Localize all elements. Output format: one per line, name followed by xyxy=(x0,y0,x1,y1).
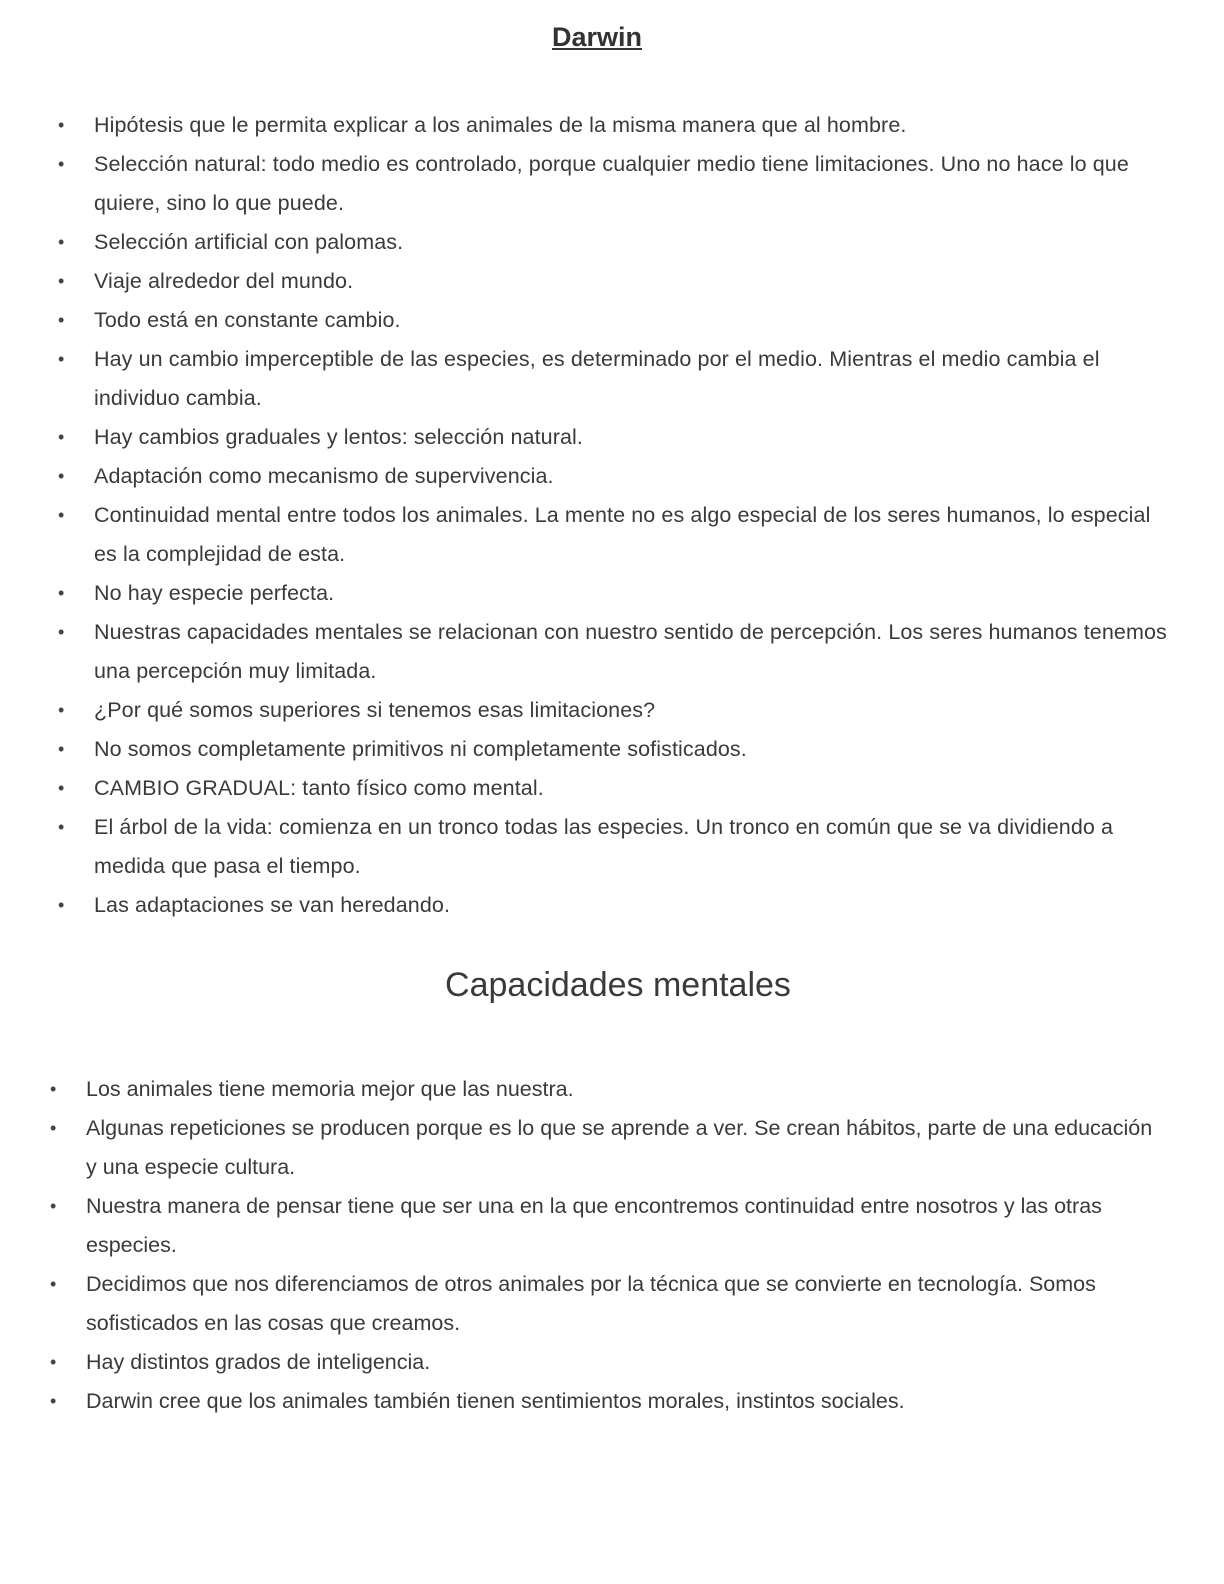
list-item-text: CAMBIO GRADUAL: tanto físico como mental. xyxy=(94,776,544,800)
section-title-capacidades-mentales: Capacidades mentales xyxy=(445,966,791,1004)
list-item-text: El árbol de la vida: comienza en un tronco todas las especies. Un tronco en común que se va dividiendo a medida que pasa el tiempo. xyxy=(94,815,1114,878)
bullet-icon: • xyxy=(58,349,65,369)
list-item xyxy=(58,457,1168,496)
bullet-icon: • xyxy=(50,1391,57,1411)
list-item-text: Hay cambios graduales y lentos: selección natural. xyxy=(94,425,584,449)
list-item-text: Las adaptaciones se van heredando. xyxy=(94,893,451,917)
bullet-icon: • xyxy=(58,115,65,135)
section-title-darwin: Darwin xyxy=(551,22,643,52)
list-item xyxy=(58,340,1168,418)
list-item xyxy=(50,1109,1160,1187)
bullet-icon: • xyxy=(58,817,65,837)
capacidades-bullet-list xyxy=(50,1070,1160,1421)
bullet-icon: • xyxy=(50,1274,57,1294)
list-item xyxy=(58,145,1168,223)
bullet-icon: • xyxy=(58,622,65,642)
bullet-icon: • xyxy=(50,1196,57,1216)
list-item-text: Algunas repeticiones se producen porque es lo que se aprende a ver. Se crean hábitos, parte de una educación y una especie cultura. xyxy=(86,1116,1153,1179)
bullet-icon: • xyxy=(58,778,65,798)
list-item-text: Selección natural: todo medio es controlado, porque cualquier medio tiene limitaciones. Uno no hace lo que quiere, sino lo que puede. xyxy=(94,152,1129,215)
list-item xyxy=(50,1265,1160,1343)
list-item xyxy=(58,106,1168,145)
list-item xyxy=(58,808,1168,886)
bullet-icon: • xyxy=(58,895,65,915)
list-item xyxy=(58,418,1168,457)
list-item-text: No hay especie perfecta. xyxy=(94,581,335,605)
bullet-icon: • xyxy=(58,700,65,720)
list-item-text: Selección artificial con palomas. xyxy=(94,230,404,254)
bullet-icon: • xyxy=(58,466,65,486)
bullet-icon: • xyxy=(50,1352,57,1372)
list-item-text: ¿Por qué somos superiores si tenemos esas limitaciones? xyxy=(94,698,656,722)
list-item-text: Hipótesis que le permita explicar a los animales de la misma manera que al hombre. xyxy=(94,113,907,137)
list-item xyxy=(58,262,1168,301)
bullet-icon: • xyxy=(50,1118,57,1138)
list-item xyxy=(58,691,1168,730)
list-item xyxy=(58,574,1168,613)
list-item-text: Los animales tiene memoria mejor que las nuestra. xyxy=(86,1077,574,1101)
list-item-text: Nuestras capacidades mentales se relacionan con nuestro sentido de percepción. Los seres humanos tenemos una percepción muy limitada. xyxy=(94,620,1167,683)
list-item xyxy=(50,1187,1160,1265)
bullet-icon: • xyxy=(50,1079,57,1099)
bullet-icon: • xyxy=(58,154,65,174)
list-item-text: No somos completamente primitivos ni completamente sofisticados. xyxy=(94,737,747,761)
list-item xyxy=(58,496,1168,574)
list-item xyxy=(50,1382,1160,1421)
bullet-icon: • xyxy=(58,232,65,252)
list-item xyxy=(50,1343,1160,1382)
list-item-text: Adaptación como mecanismo de supervivencia. xyxy=(94,464,554,488)
bullet-icon: • xyxy=(58,505,65,525)
list-item-text: Todo está en constante cambio. xyxy=(94,308,401,332)
bullet-icon: • xyxy=(58,739,65,759)
list-item xyxy=(58,769,1168,808)
bullet-icon: • xyxy=(58,271,65,291)
list-item xyxy=(58,613,1168,691)
list-item-text: Hay distintos grados de inteligencia. xyxy=(86,1350,431,1374)
list-item xyxy=(58,886,1168,925)
bullet-icon: • xyxy=(58,427,65,447)
list-item-text: Nuestra manera de pensar tiene que ser una en la que encontremos continuidad entre nosotros y las otras especies. xyxy=(86,1194,1102,1257)
list-item-text: Hay un cambio imperceptible de las especies, es determinado por el medio. Mientras el medio cambia el individuo cambia. xyxy=(94,347,1100,410)
bullet-icon: • xyxy=(58,583,65,603)
list-item-text: Darwin cree que los animales también tienen sentimientos morales, instintos sociales. xyxy=(86,1389,905,1413)
list-item-text: Viaje alrededor del mundo. xyxy=(94,269,354,293)
list-item xyxy=(58,223,1168,262)
list-item xyxy=(58,301,1168,340)
list-item-text: Decidimos que nos diferenciamos de otros animales por la técnica que se convierte en tecnología. Somos sofisticados en las cosas que creamos. xyxy=(86,1272,1096,1335)
darwin-bullet-list xyxy=(58,106,1168,925)
list-item-text: Continuidad mental entre todos los animales. La mente no es algo especial de los seres humanos, lo especial es la complejidad de esta. xyxy=(94,503,1151,566)
bullet-icon: • xyxy=(58,310,65,330)
list-item xyxy=(58,730,1168,769)
list-item xyxy=(50,1070,1160,1109)
